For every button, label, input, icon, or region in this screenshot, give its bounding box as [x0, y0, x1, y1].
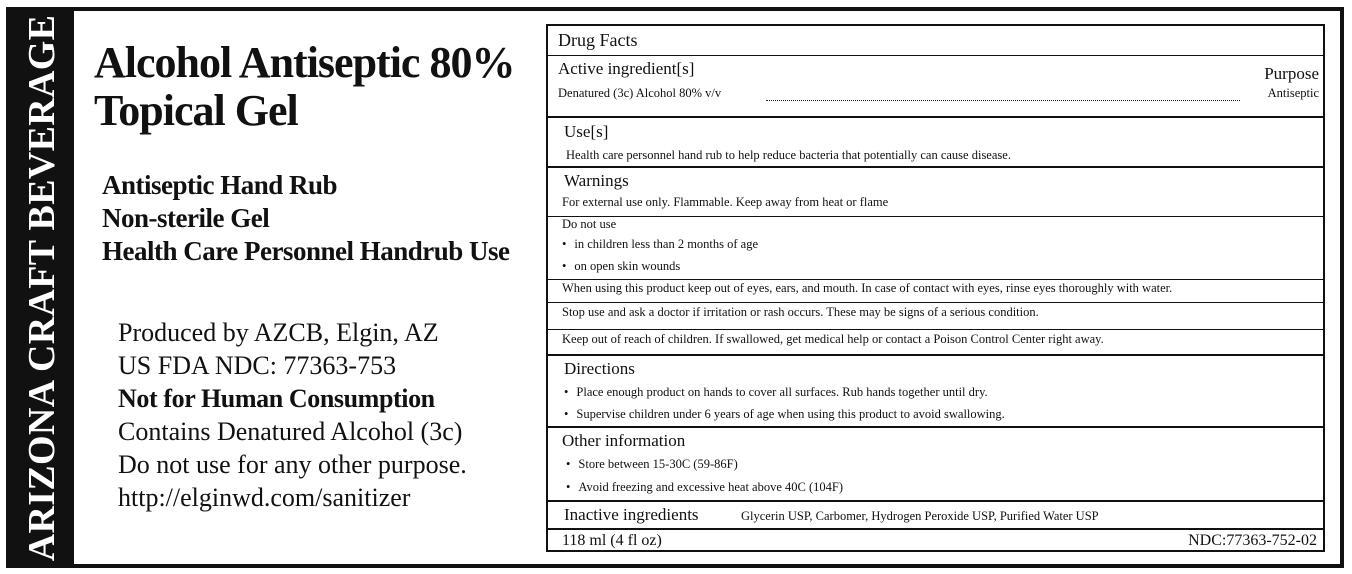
uses-heading: Use[s]: [564, 122, 609, 141]
website-url: http://elginwd.com/sanitizer: [118, 483, 411, 512]
drug-facts-box: [546, 24, 1325, 552]
inactive-ingredients-text: Glycerin USP, Carbomer, Hydrogen Peroxide USP, Purified Water USP: [741, 509, 1099, 523]
stop-use-warning: Stop use and ask a doctor if irritation or rash occurs. These may be signs of a serious condition.: [562, 305, 1039, 319]
direction-item: • Supervise children under 6 years of age when using this product to avoid swallowing.: [564, 407, 1005, 422]
do-not-use-item: • in children less than 2 months of age: [562, 237, 758, 252]
feature-line: Antiseptic Hand Rub: [102, 170, 338, 200]
drug-facts-title: Drug Facts: [558, 30, 638, 50]
produced-by: Produced by AZCB, Elgin, AZ: [118, 318, 439, 347]
product-features: [102, 169, 510, 268]
product-title-line-1: Alcohol Antiseptic 80%: [94, 38, 515, 87]
when-using-warning: When using this product keep out of eyes, ears, and mouth. In case of contact with eyes, rinse eyes thoroughly with water.: [562, 281, 1173, 295]
uses-text: Health care personnel hand rub to help reduce bacteria that potentially can cause disease.: [566, 148, 1011, 162]
other-info-item: • Avoid freezing and excessive heat above 40C (104F): [566, 480, 843, 495]
volume: 118 ml (4 fl oz): [562, 532, 662, 549]
inactive-ingredients-heading: Inactive ingredients: [564, 505, 699, 524]
direction-item: • Place enough product on hands to cover all surfaces. Rub hands together until dry.: [564, 385, 988, 400]
divider: [548, 116, 1323, 118]
contains-statement: Contains Denatured Alcohol (3c): [118, 417, 463, 446]
active-purpose: Antiseptic: [1267, 86, 1319, 100]
warnings-heading: Warnings: [564, 171, 629, 190]
active-ingredient-heading: Active ingredient[s]: [558, 59, 695, 78]
purpose-warning: Do not use for any other purpose.: [118, 450, 467, 479]
divider: [548, 216, 1323, 217]
other-info-item: • Store between 15-30C (59-86F): [566, 457, 738, 472]
do-not-use-heading: Do not use: [562, 217, 617, 231]
active-ingredient: Denatured (3c) Alcohol 80% v/v: [558, 86, 722, 100]
producer-info: [118, 316, 467, 514]
divider: [548, 500, 1323, 502]
feature-line: Non-sterile Gel: [102, 203, 270, 233]
divider: [548, 426, 1323, 428]
keep-out-of-reach-warning: Keep out of reach of children. If swallowed, get medical help or contact a Poison Control Center right away.: [562, 332, 1104, 346]
purpose-heading: Purpose: [1264, 64, 1319, 83]
fda-ndc: US FDA NDC: 77363-753: [118, 351, 397, 380]
divider: [548, 279, 1323, 280]
product-label: [6, 7, 1344, 568]
do-not-use-item: • on open skin wounds: [562, 259, 680, 274]
principal-display-panel: [94, 11, 534, 564]
package-ndc: NDC:77363-752-02: [1188, 532, 1317, 549]
divider: [548, 329, 1323, 330]
external-use-warning: For external use only. Flammable. Keep away from heat or flame: [562, 195, 889, 209]
divider: [548, 302, 1323, 303]
divider: [548, 55, 1323, 56]
not-for-consumption: Not for Human Consumption: [118, 384, 435, 413]
other-info-heading: Other information: [562, 431, 686, 450]
divider: [548, 166, 1323, 168]
divider: [548, 528, 1323, 530]
product-title: [94, 39, 534, 135]
brand-side-band: [10, 11, 74, 564]
dot-leader: [766, 89, 1240, 101]
directions-heading: Directions: [564, 359, 635, 378]
divider: [548, 354, 1323, 356]
product-title-line-2: Topical Gel: [94, 86, 298, 135]
feature-line: Health Care Personnel Handrub Use: [102, 236, 510, 266]
brand-name: ARIZONA CRAFT BEVERAGE: [21, 14, 63, 561]
